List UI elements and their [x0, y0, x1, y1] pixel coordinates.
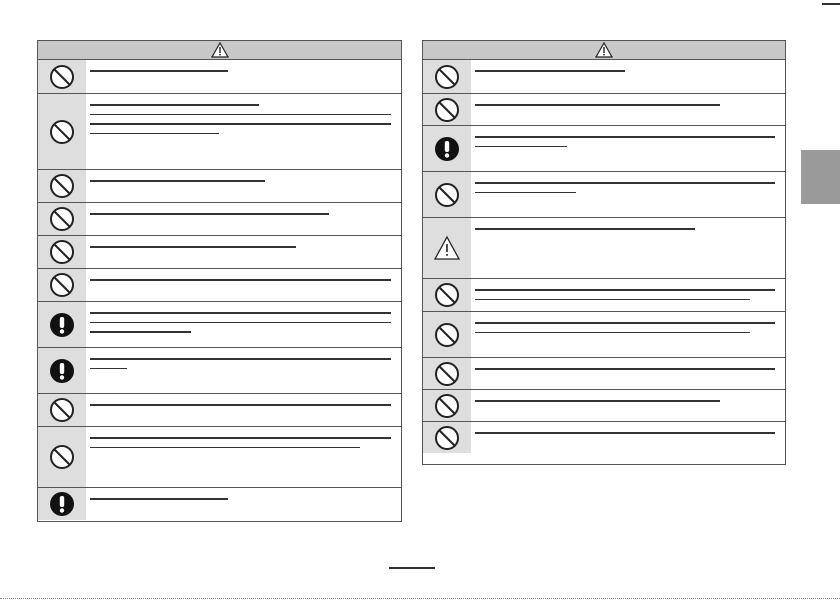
text-line [475, 322, 775, 324]
prohibition-icon [49, 239, 75, 265]
row-icon-cell [38, 269, 86, 301]
right-table-header [423, 41, 785, 60]
row-text-block [86, 302, 401, 347]
warning-row [38, 169, 401, 202]
warning-row [38, 393, 401, 426]
section-side-tab [801, 150, 840, 204]
row-text-block [86, 427, 401, 487]
text-line [90, 498, 228, 500]
prohibition-icon [434, 322, 460, 348]
text-line [475, 432, 775, 434]
row-text-block [86, 269, 401, 301]
row-icon-cell [38, 302, 86, 347]
warning-row [38, 235, 401, 268]
text-line [90, 312, 391, 314]
text-line [475, 289, 775, 291]
row-icon-cell [38, 203, 86, 235]
text-line [90, 213, 329, 215]
text-line [90, 70, 228, 72]
warning-row [423, 125, 785, 171]
text-line [90, 447, 360, 449]
row-text-block [471, 312, 785, 357]
text-line [475, 228, 695, 230]
row-icon-cell [38, 170, 86, 202]
prohibition-icon [49, 119, 75, 145]
text-line [90, 437, 391, 439]
row-text-block [471, 60, 785, 93]
text-line [90, 368, 127, 370]
warning-row [38, 301, 401, 347]
warning-row [423, 217, 785, 278]
mandatory-action-icon [49, 358, 75, 384]
text-line [90, 180, 265, 182]
right-table-rows [423, 60, 785, 453]
prohibition-icon [434, 393, 460, 419]
row-text-block [86, 236, 401, 268]
row-text-block [86, 488, 401, 520]
warning-row [38, 202, 401, 235]
left-table-header [38, 41, 401, 60]
text-line [475, 70, 625, 72]
text-line [90, 104, 259, 106]
warning-row [423, 389, 785, 421]
prohibition-icon [49, 444, 75, 470]
text-line [90, 404, 391, 406]
prohibition-icon [49, 173, 75, 199]
row-icon-cell [423, 390, 471, 421]
row-icon-cell [423, 172, 471, 217]
text-line [475, 400, 720, 402]
text-line [475, 182, 775, 184]
row-text-block [471, 422, 785, 453]
row-text-block [471, 390, 785, 421]
left-safety-table [37, 40, 402, 522]
row-text-block [471, 279, 785, 311]
text-line [475, 192, 576, 194]
warning-row [423, 421, 785, 453]
row-icon-cell [423, 279, 471, 311]
warning-row [423, 60, 785, 93]
warning-row [38, 268, 401, 301]
row-text-block [471, 94, 785, 125]
warning-row [38, 487, 401, 520]
row-text-block [86, 203, 401, 235]
text-line [90, 358, 391, 360]
row-text-block [86, 60, 401, 93]
prohibition-icon [434, 361, 460, 387]
mandatory-action-icon [434, 136, 460, 162]
row-text-block [471, 218, 785, 278]
warning-row [423, 357, 785, 389]
prohibition-icon [49, 272, 75, 298]
row-icon-cell [38, 60, 86, 93]
row-icon-cell [423, 218, 471, 278]
bottom-dotted-rule [0, 598, 840, 599]
caution-triangle-icon [434, 235, 460, 261]
warning-row [423, 278, 785, 311]
page-number-rule [389, 567, 435, 569]
corner-rule [822, 3, 840, 5]
text-line [475, 104, 720, 106]
prohibition-icon [49, 206, 75, 232]
prohibition-icon [434, 282, 460, 308]
warning-triangle-icon [211, 42, 229, 58]
text-line [90, 322, 391, 324]
text-line [90, 246, 296, 248]
text-line [90, 133, 219, 135]
text-line [90, 114, 391, 116]
prohibition-icon [49, 397, 75, 423]
row-icon-cell [38, 427, 86, 487]
row-icon-cell [423, 358, 471, 389]
row-icon-cell [38, 94, 86, 169]
prohibition-icon [434, 64, 460, 90]
text-line [475, 332, 750, 334]
row-icon-cell [423, 60, 471, 93]
text-line [475, 368, 775, 370]
prohibition-icon [434, 425, 460, 451]
row-icon-cell [423, 422, 471, 453]
right-safety-table [422, 40, 786, 465]
prohibition-icon [49, 64, 75, 90]
warning-triangle-icon [595, 42, 613, 58]
row-icon-cell [38, 236, 86, 268]
text-line [90, 123, 391, 125]
prohibition-icon [434, 182, 460, 208]
warning-row [38, 347, 401, 393]
text-line [90, 331, 191, 333]
row-icon-cell [423, 126, 471, 171]
left-table-rows [38, 60, 401, 520]
row-icon-cell [38, 394, 86, 426]
row-icon-cell [423, 94, 471, 125]
warning-row [38, 60, 401, 93]
warning-row [38, 93, 401, 169]
mandatory-action-icon [49, 491, 75, 517]
text-line [90, 279, 391, 281]
warning-row [38, 426, 401, 487]
row-text-block [86, 394, 401, 426]
text-line [475, 136, 775, 138]
row-text-block [86, 94, 401, 169]
text-line [475, 299, 750, 301]
row-icon-cell [423, 312, 471, 357]
text-line [475, 146, 567, 148]
row-text-block [471, 172, 785, 217]
row-text-block [471, 126, 785, 171]
warning-row [423, 311, 785, 357]
row-icon-cell [38, 348, 86, 393]
row-text-block [86, 348, 401, 393]
row-text-block [471, 358, 785, 389]
warning-row [423, 171, 785, 217]
prohibition-icon [434, 97, 460, 123]
row-text-block [86, 170, 401, 202]
mandatory-action-icon [49, 312, 75, 338]
warning-row [423, 93, 785, 125]
row-icon-cell [38, 488, 86, 520]
